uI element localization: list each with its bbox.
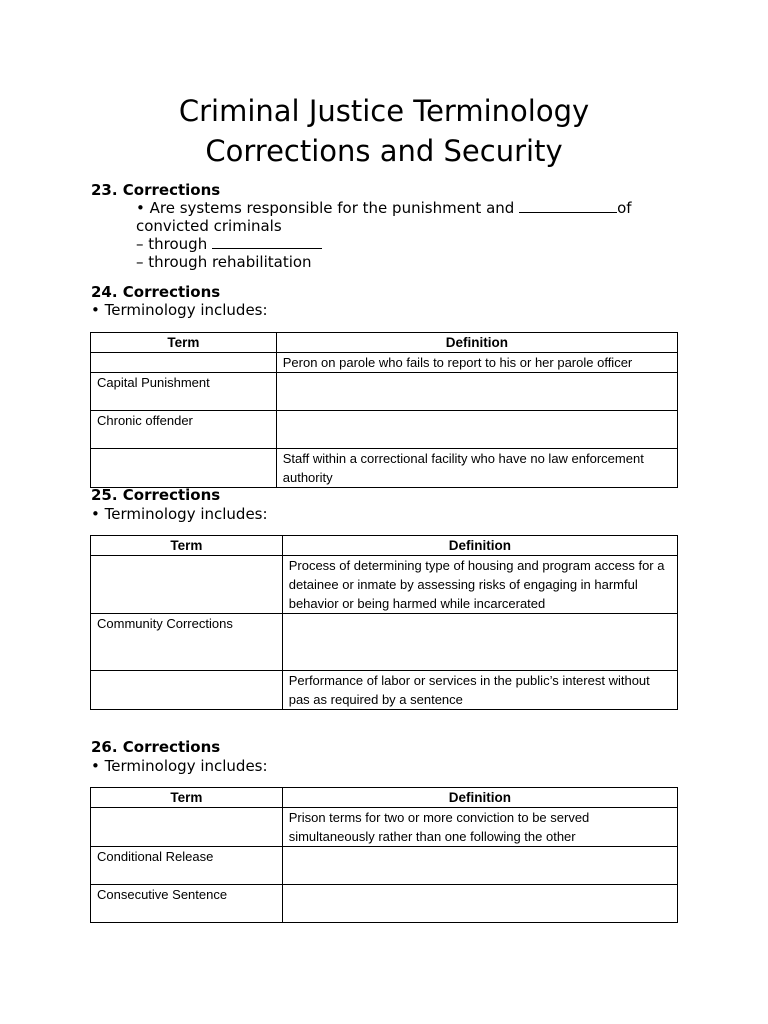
column-header-definition: Definition	[282, 788, 677, 808]
column-header-term: Term	[91, 788, 283, 808]
table-row	[91, 353, 678, 373]
section-26-table	[90, 787, 678, 923]
term-cell: Consecutive Sentence	[91, 885, 283, 923]
table-header-row	[91, 536, 678, 556]
section-24-heading: 24. Corrections	[91, 283, 221, 301]
definition-cell: Prison terms for two or more conviction to be served simultaneously rather than one following the other	[282, 808, 677, 847]
section-23-line-2: convicted criminals	[136, 217, 282, 235]
definition-cell: Staff within a correctional facility who have no law enforcement authority	[276, 449, 677, 488]
fill-in-blank	[519, 200, 617, 213]
table-row	[91, 808, 678, 847]
section-23-bullet	[136, 199, 632, 217]
term-cell: Chronic offender	[91, 411, 277, 449]
section-26-heading: 26. Corrections	[91, 738, 221, 756]
section-23-bullet-after-blank: of	[617, 199, 632, 217]
table-header-row	[91, 788, 678, 808]
section-25-heading: 25. Corrections	[91, 486, 221, 504]
section-24-table	[90, 332, 678, 488]
section-23-heading: 23. Corrections	[91, 181, 221, 199]
section-26-intro: • Terminology includes:	[91, 757, 268, 775]
section-24-intro: • Terminology includes:	[91, 301, 268, 319]
section-25-table	[90, 535, 678, 710]
page-title: Criminal Justice Terminology	[178, 94, 590, 128]
section-23-bullet-text: • Are systems responsible for the punishment and	[136, 199, 515, 217]
definition-cell: Performance of labor or services in the public’s interest without pas as required by a sentence	[282, 671, 677, 710]
column-header-term: Term	[91, 536, 283, 556]
definition-cell	[276, 411, 677, 449]
fill-in-blank	[212, 236, 322, 249]
table-row	[91, 449, 678, 488]
table-row	[91, 614, 678, 671]
term-cell	[91, 353, 277, 373]
definition-cell	[282, 885, 677, 923]
definition-cell: Peron on parole who fails to report to his or her parole officer	[276, 353, 677, 373]
table-row	[91, 847, 678, 885]
column-header-definition: Definition	[282, 536, 677, 556]
definition-cell: Process of determining type of housing and program access for a detainee or inmate by assessing risks of engaging in harmful behavior or being harmed while incarcerated	[282, 556, 677, 614]
table-row	[91, 556, 678, 614]
table-row	[91, 671, 678, 710]
table-header-row	[91, 333, 678, 353]
term-cell	[91, 671, 283, 710]
term-cell	[91, 449, 277, 488]
table-row	[91, 411, 678, 449]
definition-cell	[282, 847, 677, 885]
term-cell: Capital Punishment	[91, 373, 277, 411]
section-23-line-4: – through rehabilitation	[136, 253, 312, 271]
term-cell	[91, 556, 283, 614]
section-23-line-3-text: – through	[136, 235, 208, 253]
section-25-intro: • Terminology includes:	[91, 505, 268, 523]
term-cell: Conditional Release	[91, 847, 283, 885]
definition-cell	[282, 614, 677, 671]
term-cell	[91, 808, 283, 847]
column-header-term: Term	[91, 333, 277, 353]
term-cell: Community Corrections	[91, 614, 283, 671]
table-row	[91, 373, 678, 411]
column-header-definition: Definition	[276, 333, 677, 353]
section-23-line-3	[136, 235, 322, 253]
definition-cell	[276, 373, 677, 411]
table-row	[91, 885, 678, 923]
page-subtitle: Corrections and Security	[205, 134, 563, 168]
